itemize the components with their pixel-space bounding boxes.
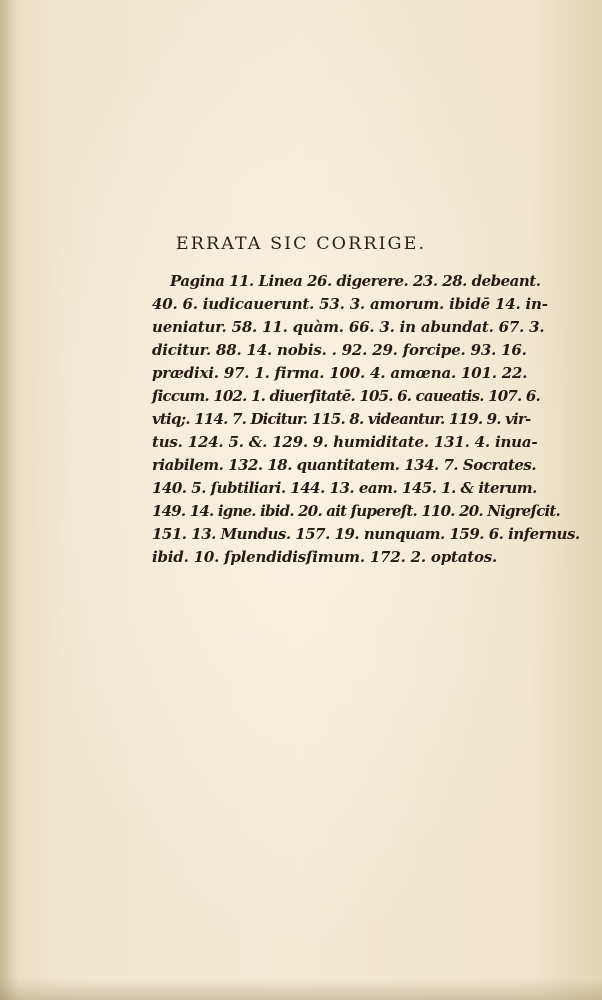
errata-line: dicitur. 88. 14. nobis. . 92. 29. forcipe. 93. 16.: [152, 341, 527, 359]
errata-title: ERRATA SIC CORRIGE.: [175, 234, 427, 254]
errata-line: 140. 5. ſubtiliari. 144. 13. eam. 145. 1. & iterum.: [152, 479, 537, 497]
errata-line: vtiq;. 114. 7. Dicitur. 115. 8. videantur. 119. 9. vir-: [152, 410, 531, 428]
errata-line: ueniatur. 58. 11. quàm. 66. 3. in abundat. 67. 3.: [152, 318, 545, 336]
errata-line: ſiccum. 102. 1. diuerſitatē. 105. 6. caueatis. 107. 6.: [152, 387, 540, 405]
errata-line: 149. 14. igne. ibid. 20. ait ſupereſt. 110. 20. Nigreſcit.: [152, 502, 560, 520]
errata-line: 40. 6. iudicauerunt. 53. 3. amorum. ibidē 14. in-: [152, 295, 548, 313]
errata-list: [152, 270, 580, 569]
errata-line: prædixi. 97. 1. firma. 100. 4. amœna. 101. 22.: [152, 364, 528, 382]
errata-line: tus. 124. 5. &. 129. 9. humiditate. 131. 4. inua-: [152, 433, 538, 451]
page-gutter-shadow: [0, 0, 18, 1000]
errata-line: 151. 13. Mundus. 157. 19. nunquam. 159. 6. infernus.: [152, 525, 580, 543]
errata-line: Pagina 11. Linea 26. digerere. 23. 28. debeant.: [170, 272, 541, 290]
errata-line: riabilem. 132. 18. quantitatem. 134. 7. Socrates.: [152, 456, 537, 474]
errata-line: ibid. 10. ſplendidisſimum. 172. 2. optatos.: [152, 548, 498, 566]
page-bottom-shadow: [0, 978, 602, 1000]
